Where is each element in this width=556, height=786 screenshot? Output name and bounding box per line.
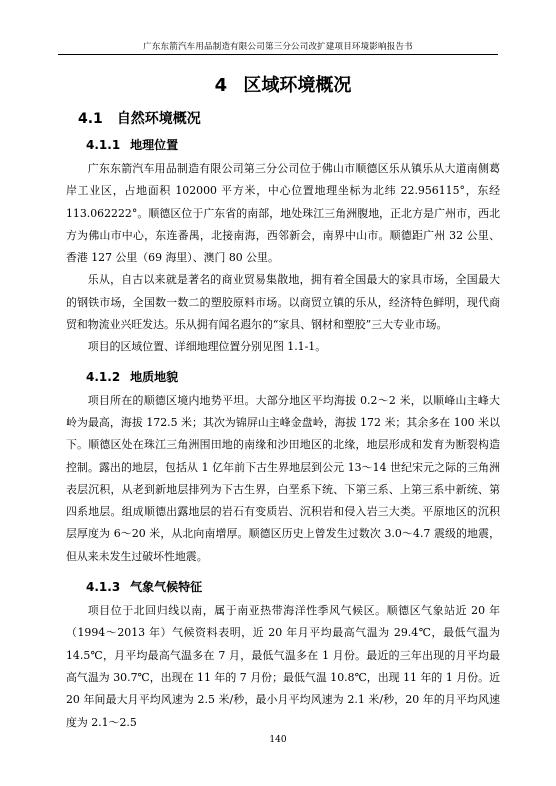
page-number: 140 <box>269 735 287 745</box>
section-number: 4.1 <box>78 111 103 127</box>
subsection-heading-geography <box>66 132 500 158</box>
subsection-heading-geology <box>66 364 500 390</box>
chapter-heading <box>66 66 500 106</box>
chapter-number: 4 <box>214 75 228 96</box>
paragraph-climate: 项目位于北回归线以南，属于南亚热带海洋性季风气候区。顺德区气象站近 20 年（1994～2013 年）气候资料表明，近 20 年月平均最高气温为 29.4℃，最低气温为 14.5℃，月平均最高气温多在 7 月，最低气温多在 1 月份。最近的三年出现的月平均最高气温为 30.7℃，出现在 11 年的 7 月份；最低气温 10.8℃，出现 11 年的 1 月份。近 20 年间最大月平均风速为 2.5 米/秒，最小月平均风速为 2.1 米/秒，20 年的月平均风速度为 2.1～2.5 <box>66 604 500 729</box>
subsection-number: 4.1.1 <box>86 138 121 152</box>
subsection-title: 地理位置 <box>130 138 179 152</box>
paragraph-geology: 项目所在的顺德区境内地势平坦。大部分地区平均海拔 0.2～2 米，以顺峰山主峰大岭为最高，海拔 172.5 米；其次为锦屏山主峰金盘岭，海拔 172 米；其余多在 100 米以下。顺德区处在珠江三角洲围田地的南缘和沙田地区的北缘，地层形成和发育为断裂构造控制。露出的地层，包括从 1 亿年前下古生界地层到公元 13～14 世纪宋元之际的三角洲表层沉积，从老到新地层排列为下古生界，白垩系下统、下第三系、上第三系中新统、第四系地层。组成顺德出露地层的岩石有变质岩、沉积岩和侵入岩三大类。平原地区的沉积层厚度为 6～20 米，从北向南增厚。顺德区历史上曾发生过数次 3.0～4.7 震级的地震，但从来未发生过破坏性地震。 <box>66 393 500 563</box>
paragraph-location: 广东东箭汽车用品制造有限公司第三分公司位于佛山市顺德区乐从镇乐从大道南侧葛岸工业区，占地面积 102000 平方米，中心位置地理坐标为北纬 22.956115°，东经 113.062222°。顺德区位于广东省的南部，地处珠江三角洲腹地，正北方是广州市，西北方为佛山市中心，东连番禺，北接南海，西邻新会，南界中山市。顺德距广州 32 公里、香港 127 公里（69 海里）、澳门 80 公里。 <box>66 162 500 265</box>
header-rule <box>58 54 498 55</box>
page-content <box>66 66 500 734</box>
section-title: 自然环境概况 <box>116 111 201 127</box>
subsection-title: 地质地貌 <box>130 369 179 384</box>
subsection-number: 4.1.2 <box>86 369 121 384</box>
subsection-heading-climate <box>66 574 500 600</box>
chapter-title: 区域环境概况 <box>243 75 352 96</box>
paragraph-lecong: 乐从，自古以来就是著名的商业贸易集散地，拥有着全国最大的家具市场，全国最大的钢铁市场，全国数一数二的塑胶原料市场。以商贸立镇的乐从，经济特色鲜明，现代商贸和物流业兴旺发达。乐从拥有闻名遐尔的“家具、钢材和塑胶”三大专业市场。 <box>66 273 500 332</box>
paragraph-figure-reference: 项目的区域位置、详细地理位置分别见图 1.1-1。 <box>87 340 327 354</box>
subsection-number: 4.1.3 <box>86 580 121 595</box>
section-heading <box>66 106 500 132</box>
running-header: 广东东箭汽车用品制造有限公司第三分公司改扩建项目环境影响报告书 <box>143 42 413 52</box>
subsection-title: 气象气候特征 <box>130 580 203 595</box>
